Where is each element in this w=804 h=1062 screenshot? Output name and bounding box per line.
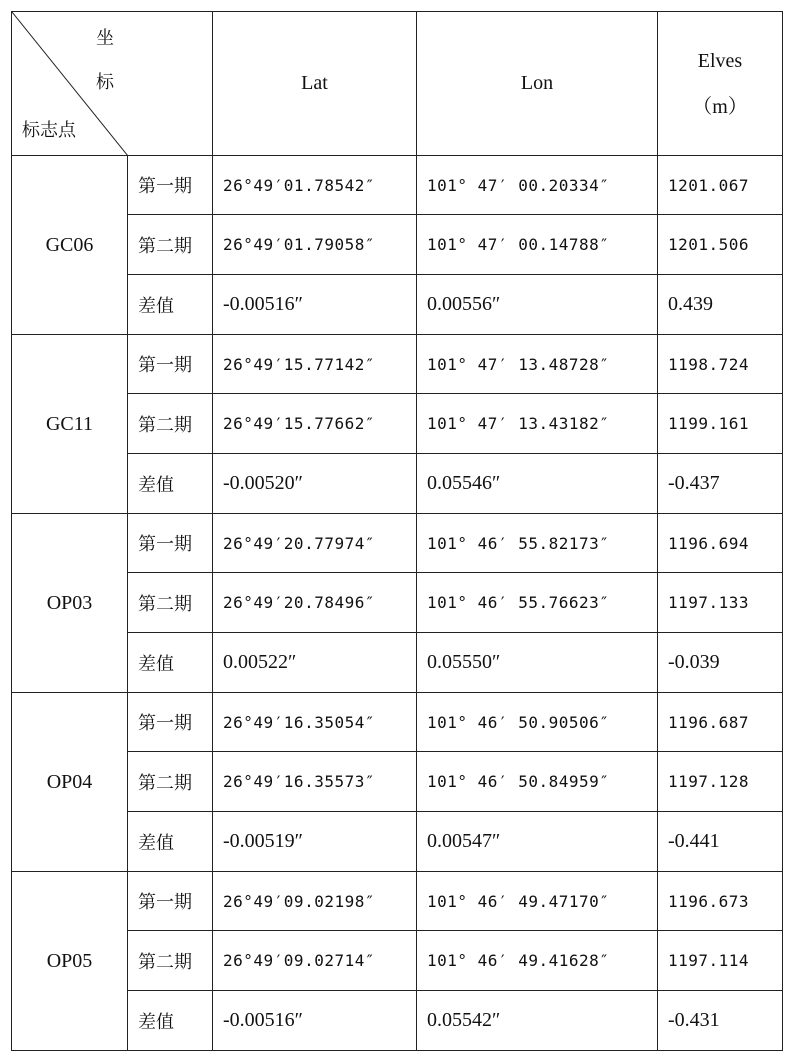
lon-cell: 101° 46′ 49.41628″: [417, 931, 658, 991]
table-row: [12, 394, 783, 454]
elev-cell: 1197.133: [658, 573, 783, 633]
lat-cell: 26°49′09.02198″: [213, 872, 417, 931]
period-cell: 差值: [128, 275, 213, 335]
lat-cell: -0.00516″: [213, 275, 417, 335]
lon-cell: 101° 46′ 50.90506″: [417, 693, 658, 752]
lon-cell: 101° 47′ 00.14788″: [417, 215, 658, 275]
lat-cell: -0.00519″: [213, 812, 417, 872]
period-cell: 第二期: [128, 752, 213, 812]
corner-label-top: 坐: [96, 28, 114, 49]
table-row: [12, 991, 783, 1051]
period-cell: 第一期: [128, 693, 213, 752]
coordinate-table: [11, 11, 783, 1051]
elev-cell: 0.439: [658, 275, 783, 335]
lat-cell: 26°49′09.02714″: [213, 931, 417, 991]
lon-cell: 101° 46′ 49.47170″: [417, 872, 658, 931]
period-cell: 第一期: [128, 872, 213, 931]
lat-cell: 26°49′01.79058″: [213, 215, 417, 275]
lat-cell: 26°49′20.77974″: [213, 514, 417, 573]
table-row: [12, 454, 783, 514]
period-cell: 差值: [128, 633, 213, 693]
elev-cell: 1197.114: [658, 931, 783, 991]
table-row: [12, 156, 783, 215]
lon-cell: 0.00547″: [417, 812, 658, 872]
elev-cell: 1196.673: [658, 872, 783, 931]
elev-cell: 1198.724: [658, 335, 783, 394]
period-cell: 第二期: [128, 931, 213, 991]
table-row: [12, 275, 783, 335]
lon-cell: 101° 47′ 00.20334″: [417, 156, 658, 215]
elev-cell: 1201.506: [658, 215, 783, 275]
table-row: [12, 931, 783, 991]
lat-cell: 26°49′16.35054″: [213, 693, 417, 752]
lon-cell: 101° 46′ 50.84959″: [417, 752, 658, 812]
lon-cell: 0.05550″: [417, 633, 658, 693]
lat-cell: -0.00520″: [213, 454, 417, 514]
table-body: [12, 12, 783, 1051]
site-name-cell: GC11: [12, 335, 128, 514]
elev-cell: 1197.128: [658, 752, 783, 812]
elev-cell: 1196.687: [658, 693, 783, 752]
corner-label-mid: 标: [96, 72, 114, 93]
site-name-cell: OP05: [12, 872, 128, 1051]
lon-cell: 0.00556″: [417, 275, 658, 335]
header-row: [12, 12, 783, 156]
table-row: [12, 693, 783, 752]
lat-cell: 26°49′16.35573″: [213, 752, 417, 812]
elev-cell: 1196.694: [658, 514, 783, 573]
lat-cell: 26°49′01.78542″: [213, 156, 417, 215]
lon-cell: 0.05542″: [417, 991, 658, 1051]
elev-cell: 1201.067: [658, 156, 783, 215]
site-name-cell: OP03: [12, 514, 128, 693]
header-elev: [658, 12, 783, 156]
header-lon: Lon: [417, 12, 658, 156]
corner-header-cell: [12, 12, 213, 156]
table-row: [12, 633, 783, 693]
period-cell: 第二期: [128, 215, 213, 275]
lon-cell: 101° 47′ 13.48728″: [417, 335, 658, 394]
table-row: [12, 335, 783, 394]
lat-cell: -0.00516″: [213, 991, 417, 1051]
lat-cell: 26°49′15.77662″: [213, 394, 417, 454]
lat-cell: 26°49′15.77142″: [213, 335, 417, 394]
corner-label-bottom: 标志点: [22, 120, 76, 141]
lon-cell: 101° 46′ 55.76623″: [417, 573, 658, 633]
lat-cell: 26°49′20.78496″: [213, 573, 417, 633]
header-elev-unit: （m）: [692, 95, 748, 118]
period-cell: 差值: [128, 991, 213, 1051]
elev-cell: -0.431: [658, 991, 783, 1051]
table-row: [12, 514, 783, 573]
period-cell: 差值: [128, 454, 213, 514]
lon-cell: 101° 46′ 55.82173″: [417, 514, 658, 573]
lon-cell: 0.05546″: [417, 454, 658, 514]
period-cell: 第二期: [128, 394, 213, 454]
header-lat: Lat: [213, 12, 417, 156]
site-name-cell: OP04: [12, 693, 128, 872]
period-cell: 第二期: [128, 573, 213, 633]
elev-cell: -0.039: [658, 633, 783, 693]
period-cell: 第一期: [128, 335, 213, 394]
period-cell: 第一期: [128, 156, 213, 215]
table-row: [12, 573, 783, 633]
site-name-cell: GC06: [12, 156, 128, 335]
elev-cell: 1199.161: [658, 394, 783, 454]
lon-cell: 101° 47′ 13.43182″: [417, 394, 658, 454]
lat-cell: 0.00522″: [213, 633, 417, 693]
period-cell: 差值: [128, 812, 213, 872]
elev-cell: -0.441: [658, 812, 783, 872]
elev-cell: -0.437: [658, 454, 783, 514]
header-elev-label: Elves: [697, 49, 743, 72]
table-row: [12, 752, 783, 812]
period-cell: 第一期: [128, 514, 213, 573]
table-row: [12, 872, 783, 931]
table-row: [12, 215, 783, 275]
table-row: [12, 812, 783, 872]
